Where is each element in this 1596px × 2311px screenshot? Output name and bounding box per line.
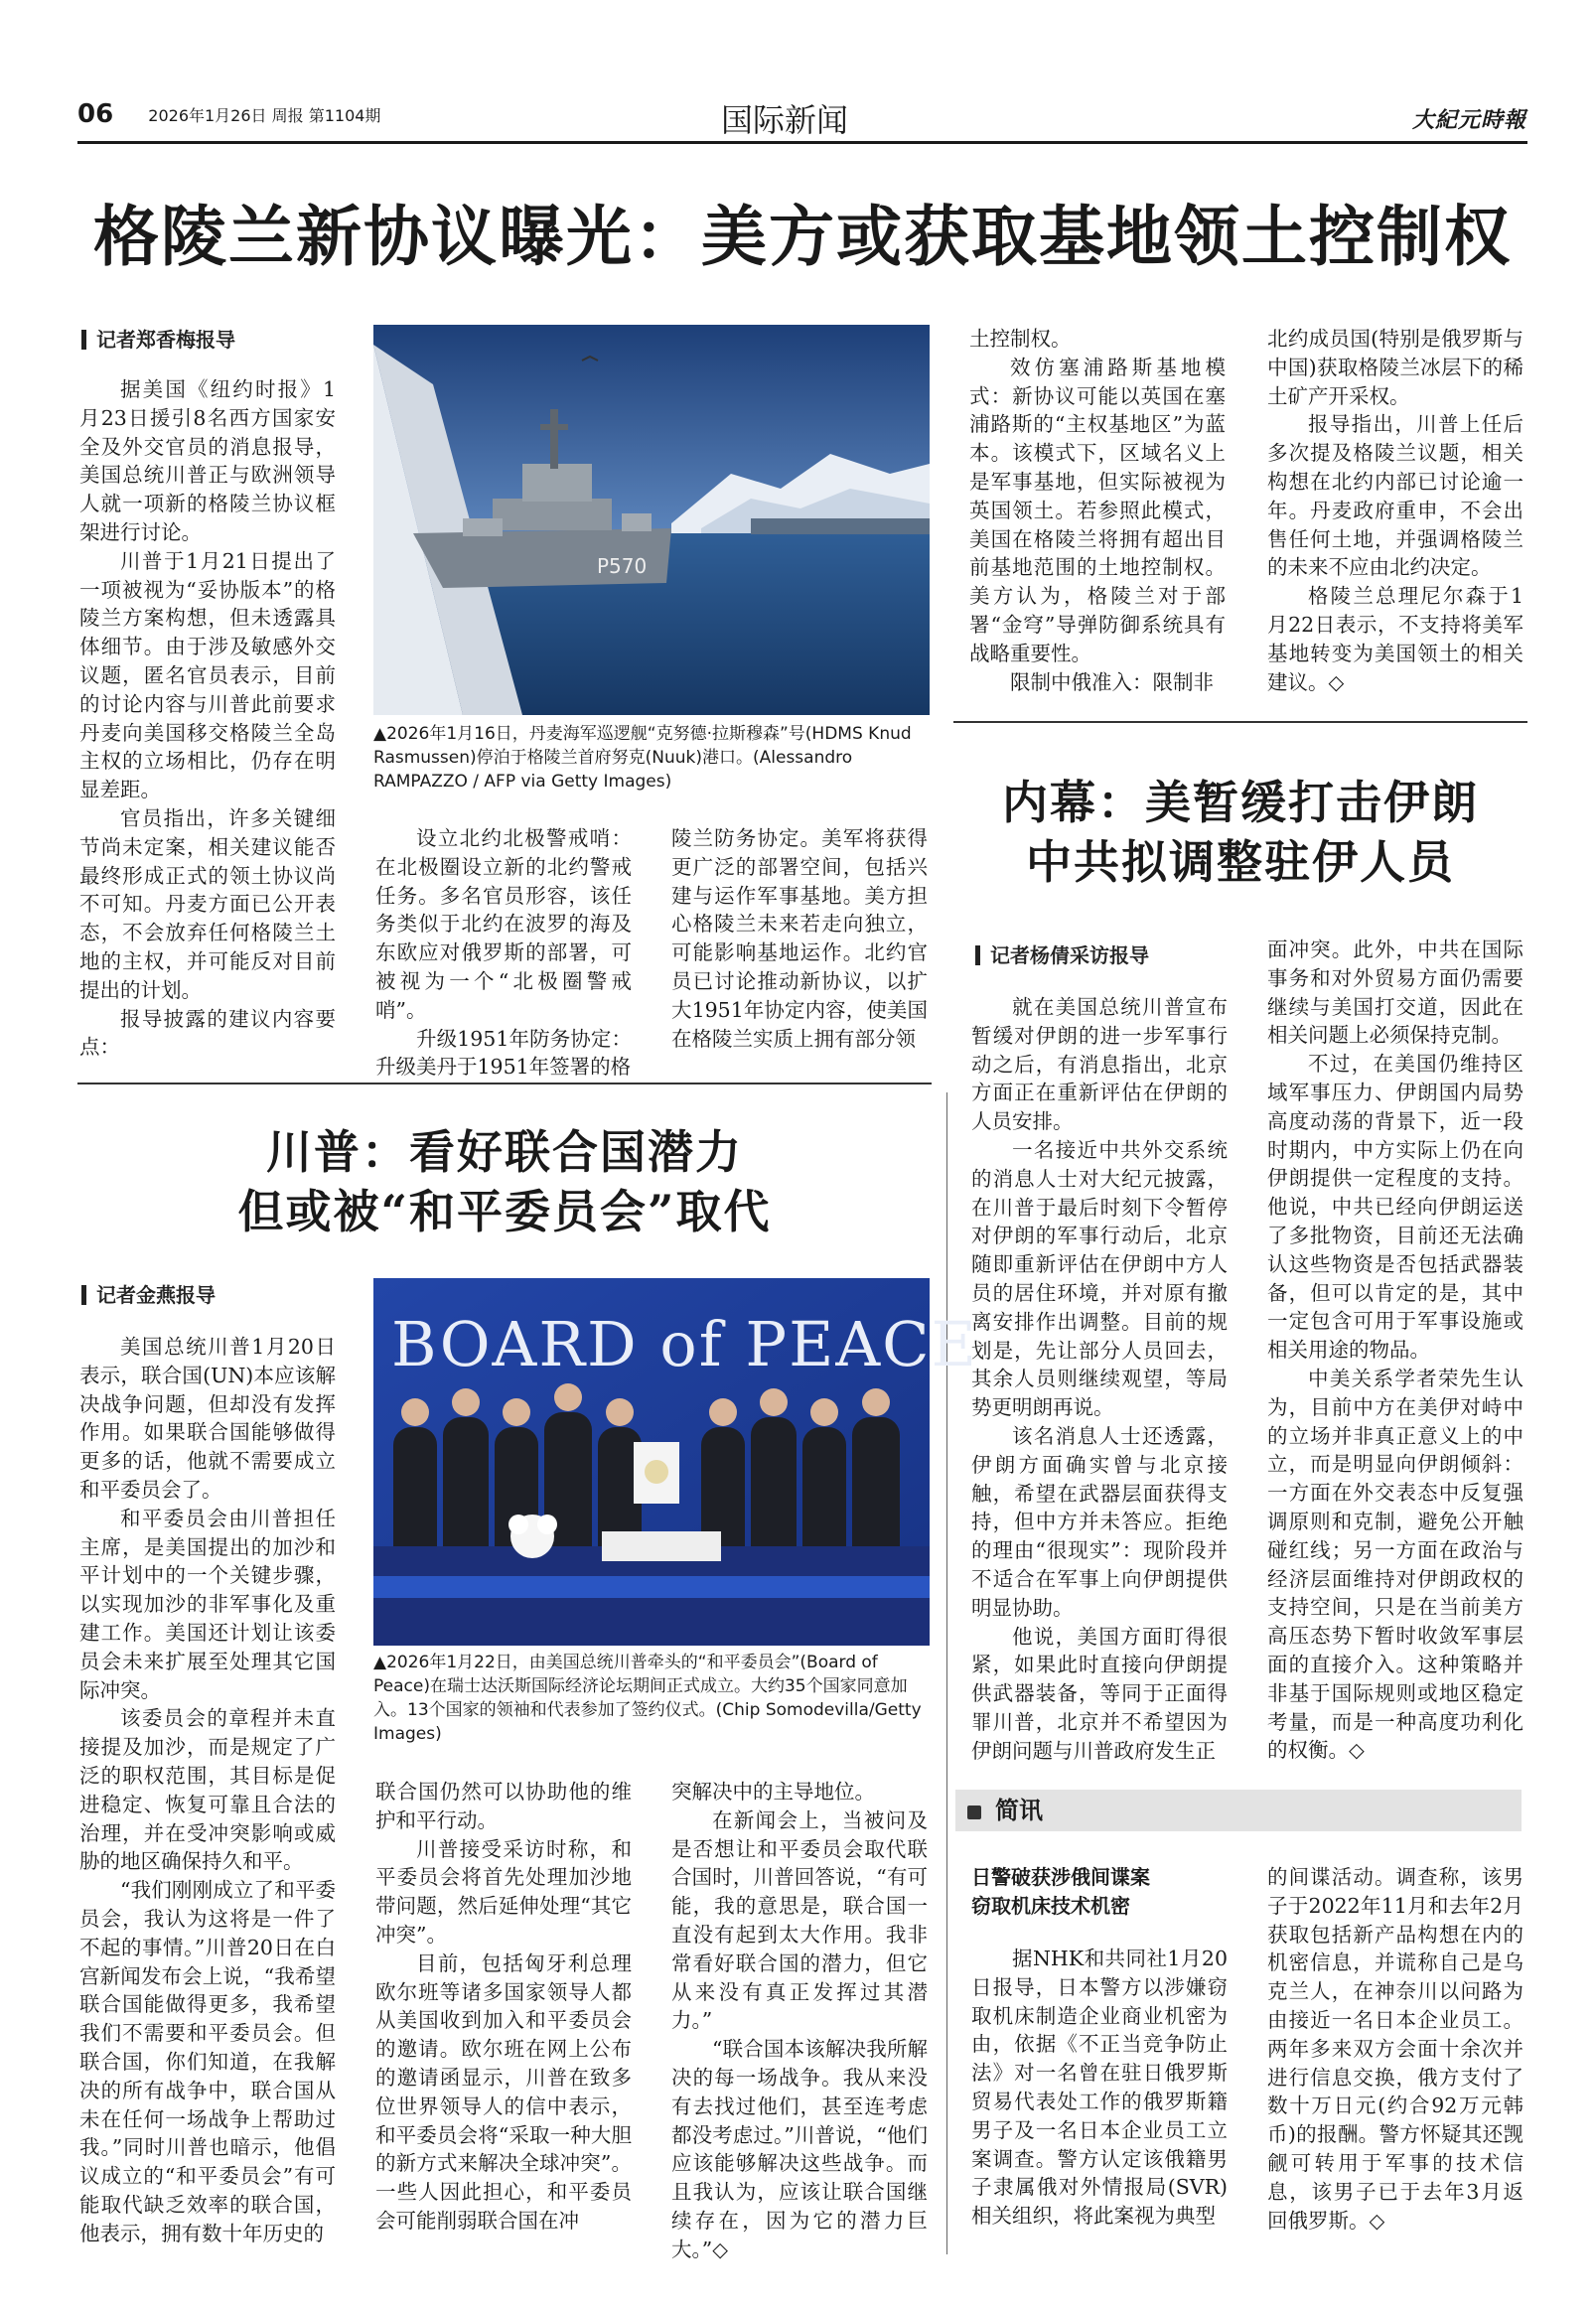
paragraph: 土控制权。 — [969, 327, 1072, 351]
board-of-peace-caption: ▲2026年1月22日，由美国总统川普牵头的“和平委员会”(Board of Peace)在瑞士达沃斯国际经济论坛期间正式成立。大约35个国家同意加入。13个国家的领袖和代表参加了签约仪式。(Chip Somodevilla/Getty Images) — [373, 1653, 922, 1744]
un-byline — [81, 1279, 216, 1308]
board-of-peace-photo — [373, 1278, 978, 1646]
brief-title-line2: 窃取机床技术机密 — [971, 1894, 1130, 1918]
paragraph: 格陵兰总理尼尔森于1月22日表示，不支持将美军基地转变为美国领土的相关建议。◇ — [1267, 584, 1523, 694]
iran-headline-line2: 中共拟调整驻伊人员 — [1026, 835, 1455, 889]
paragraph: 北约成员国(特别是俄罗斯与中国)获取格陵兰冰层下的稀土矿产开采权。 — [1267, 327, 1523, 408]
un-headline-line1: 川普：看好联合国潜力 — [266, 1125, 743, 1179]
paragraph: 美国总统川普1月20日表示，联合国(UN)本应该解决战争问题，但却没有发挥作用。如果联合国能够做得更多的话，他就不需要成立和平委员会了。 — [79, 1335, 336, 1502]
greenland-column-1 — [79, 375, 336, 1060]
signing-ceremony-illustration — [373, 1278, 978, 1646]
page-number: 06 — [77, 99, 114, 129]
paragraph: 报导指出，川普上任后多次提及格陵兰议题，相关构想在北约内部已讨论逾一年。丹麦政府重申，不会出售任何土地，并强调格陵兰的未来不应由北约决定。 — [1267, 412, 1523, 580]
board-of-peace-banner: BOARD of PEACE — [391, 1308, 978, 1380]
byline-bar — [81, 1285, 86, 1305]
paragraph: 川普于1月21日提出了一项被视为“妥协版本”的格陵兰方案构想，但未透露具体细节。由于涉及敏感外交议题，匿名官员表示，目前的讨论内容与川普此前要求丹麦向美国移交格陵兰全岛主权的立场相比，仍存在明显差距。 — [79, 548, 336, 802]
masthead-logo: 大紀元時報 — [1411, 107, 1526, 133]
greenland-ship-photo — [373, 325, 930, 715]
paragraph: 据NHK和共同社1月20日报导，日本警方以涉嫌窃取机床制造企业商业机密为由，依据《不正当竞争防止法》对一名曾在驻日俄罗斯贸易代表处工作的俄罗斯籍男子及一名日本企业员工立案调查。警方认定该俄籍男子隶属俄对外情报局(SVR)相关组织，将此案视为典型 — [971, 1947, 1228, 2229]
greenland-headline: 格陵兰新协议曝光：美方或获取基地领土控制权 — [93, 198, 1512, 275]
paragraph: 就在美国总统川普宣布暂缓对伊朗的进一步军事行动之后，有消息指出，北京方面正在重新评估在伊朗的人员安排。 — [971, 995, 1228, 1134]
paragraph: 联合国仍然可以协助他的维护和平行动。 — [375, 1780, 632, 1832]
briefs-tag-label: 简讯 — [995, 1797, 1043, 1824]
iran-headline-line1: 内幕：美暂缓打击伊朗 — [1002, 776, 1479, 829]
greenland-column-5 — [1267, 325, 1523, 698]
brief-title-line1: 日警破获涉俄间谍案 — [971, 1865, 1150, 1889]
ship-hull-number: P570 — [597, 554, 648, 578]
paragraph: 陵兰防务协定。美军将获得更广泛的部署空间，包括兴建与运作军事基地。美方担心格陵兰未来若走向独立，可能影响基地运作。北约官员已讨论推动新协议，以扩大1951年协定内容，使美国在格陵兰实质上拥有部分领 — [671, 826, 928, 1051]
greenland-photo-caption: ▲2026年1月16日，丹麦海军巡逻舰“克努德·拉斯穆森”号(HDMS Knud Rasmussen)停泊于格陵兰首府努克(Nuuk)港口。(Alessandro RAMPAZZO / AFP via Getty Images) — [373, 724, 912, 792]
brief-column-2 — [1267, 1863, 1523, 2248]
greenland-column-4 — [969, 325, 1226, 698]
paragraph: 官员指出，许多关键细节尚未定案，相关建议能否最终形成正式的领土协议尚不可知。丹麦方面已公开表态，不会放弃任何格陵兰土地的主权，并可能反对目前提出的计划。 — [79, 805, 336, 1002]
paragraph: 该委员会的章程并未直接提及加沙，而是规定了广泛的职权范围，其目标是促进稳定、恢复可靠且合法的治理，并在受冲突影响或威胁的地区确保持久和平。 — [79, 1706, 336, 1874]
paragraph: 目前，包括匈牙利总理欧尔班等诸多国家领导人都从美国收到加入和平委员会的邀请。欧尔班在网上公布的邀请函显示，川普在致多位世界领导人的信中表示，和平委员会将“采取一种大胆的新方式来解决全球冲突”。一些人因此担心，和平委员会可能削弱联合国在冲 — [375, 1950, 632, 2233]
issue-dateline: 2026年1月26日 周报 第1104期 — [148, 105, 381, 125]
header-rule — [77, 141, 1527, 144]
briefs-section-tag — [955, 1790, 1522, 1831]
section-title: 国际新闻 — [720, 101, 848, 139]
paragraph: 川普接受采访时称，和平委员会将首先处理加沙地带问题，然后延伸处理“其它冲突”。 — [375, 1836, 632, 1947]
paragraph: 和平委员会由川普担任主席，是美国提出的加沙和平计划中的一个关键步骤，以实现加沙的非军事化及重建工作。美国还计划让该委员会未来扩展至处理其它国际冲突。 — [79, 1506, 336, 1702]
column-divider — [946, 1092, 947, 2254]
un-column-1 — [79, 1333, 336, 2248]
paragraph: 一名接近中共外交系统的消息人士对大纪元披露，在川普于最后时刻下令暂停对伊朗的军事行动后，北京随即重新评估在伊朗中方人员的居住环境，并对原有撤离安排作出调整。目前的规划是，先让部分人员回去，其余人员则继续观望，等局势更明朗再说。 — [971, 1137, 1228, 1420]
un-headline — [77, 1122, 932, 1241]
iran-column-1 — [971, 993, 1228, 1766]
greenland-column-3 — [671, 824, 928, 1056]
paragraph: 限制中俄准入：限制非 — [1010, 669, 1214, 694]
paragraph: 效仿塞浦路斯基地模式：新协议可能以英国在塞浦路斯的“主权基地区”为蓝本。该模式下，区域名义上是军事基地，但实际被视为英国领土。若参照此模式，美国在格陵兰将拥有超出目前基地范围的土地控制权。美方认为，格陵兰对于部署“金穹”导弹防御系统具有战略重要性。 — [969, 355, 1226, 665]
paragraph: “我们刚刚成立了和平委员会，我认为这将是一件了不起的事情。”川普20日在白宫新闻发布会上说，“我希望联合国能做得更多，我希望我们不需要和平委员会。但联合国，你们知道，在我解决的所有战争中，联合国从未在任何一场战争上帮助过我。”同时川普也暗示，他倡议成立的“和平委员会”有可能取代缺乏效率的联合国，他表示，拥有数十年历史的 — [79, 1878, 336, 2245]
iran-byline-text: 记者杨倩采访报导 — [990, 943, 1149, 967]
iran-byline — [975, 939, 1149, 968]
divider-story2-top — [953, 721, 1527, 723]
paragraph: 不过，在美国仍维持区域军事压力、伊朗国内局势高度动荡的背景下，近一段时期内，中方实际上仍在向伊朗提供一定程度的支持。他说，中共已经向伊朗运送了多批物资，目前还无法确认这些物资是否包括武器装备，但可以肯定的是，其中一定包含可用于军事设施或相关用途的物品。 — [1267, 1052, 1523, 1363]
page-header-left — [77, 99, 380, 129]
iran-column-2 — [1267, 936, 1523, 1766]
iran-headline — [953, 773, 1527, 892]
paragraph: “联合国本该解决我所解决的每一场战争。我从来没有去找过他们，甚至连考虑都没考虑过。”川普说，“他们应该能够解决这些战争。而且我认为，应该让联合国继续存在，因为它的潜力巨大。”◇ — [671, 2037, 928, 2261]
byline-bar — [81, 330, 86, 350]
greenland-byline — [81, 324, 235, 353]
brief-item-title — [971, 1863, 1230, 1921]
paragraph: 突解决中的主导地位。 — [671, 1780, 875, 1804]
paragraph: 中美关系学者荣先生认为，目前中方在美伊对峙中的立场并非真正意义上的中立，而是明显向伊朗倾斜：一方面在外交表态中反复强调原则和克制，避免公开触碰红线；另一方面在政治与经济层面维持对伊朗政权的支持空间，只是在当前美方高压态势下暂时收敛军事层面的直接介入。这种策略并非基于国际规则或地区稳定考量，而是一种高度功利化的权衡。◇ — [1267, 1366, 1523, 1763]
paragraph: 报导披露的建议内容要点： — [79, 1006, 336, 1060]
divider-story3-top — [77, 1083, 932, 1084]
square-bullet-icon — [967, 1805, 981, 1819]
ship-illustration — [373, 325, 930, 715]
greenland-column-2 — [375, 824, 632, 1080]
paragraph: 设立北约北极警戒哨：在北极圈设立新的北约警戒任务。多名官员形容，该任务类似于北约在波罗的海及东欧应对俄罗斯的部署，可被视为一个“北极圈警戒哨”。 — [375, 826, 632, 1022]
paragraph: 他说，美国方面盯得很紧，如果此时直接向伊朗提供武器装备，等同于正面得罪川普，北京并不希望因为伊朗问题与川普政府发生正 — [971, 1624, 1228, 1763]
paragraph: 在新闻会上，当被问及是否想让和平委员会取代联合国时，川普回答说，“有可能，我的意思是，联合国一直没有起到太大作用。我非常看好联合国的潜力，但它从来没有真正发挥过其潜力。” — [671, 1807, 928, 2033]
paragraph: 面冲突。此外，中共在国际事务和对外贸易方面仍需要继续与美国打交道，因此在相关问题上必须保持克制。 — [1267, 938, 1523, 1048]
un-byline-text: 记者金燕报导 — [96, 1283, 216, 1307]
byline-bar — [975, 945, 980, 965]
greenland-byline-text: 记者郑香梅报导 — [96, 328, 235, 352]
paragraph: 升级1951年防务协定：升级美丹于1951年签署的格 — [375, 1026, 632, 1080]
paragraph: 该名消息人士还透露，伊朗方面确实曾与北京接触，希望在武器层面获得支持，但中方并未答应。拒绝的理由“很现实”：现阶段并不适合在军事上向伊朗提供明显协助。 — [971, 1423, 1228, 1620]
paragraph: 的间谍活动。调查称，该男子于2022年11月和去年2月获取包括新产品构想在内的机密信息，并谎称自己是乌克兰人，在神奈川以问路为由接近一名日本企业员工。两年多来双方会面十余次并进行信息交换，俄方支付了数十万日元(约合92万元韩币)的报酬。警方怀疑其还觊觎可转用于军事的技术信息，该男子已于去年3月返回俄罗斯。◇ — [1267, 1865, 1523, 2233]
paragraph: 据美国《纽约时报》1月23日援引8名西方国家安全及外交官员的消息报导，美国总统川普正与欧洲领导人就一项新的格陵兰协议框架进行讨论。 — [79, 377, 336, 544]
un-column-2 — [375, 1778, 632, 2248]
un-headline-line2: 但或被“和平委员会”取代 — [237, 1185, 772, 1238]
un-column-3 — [671, 1778, 928, 2261]
brief-column-1 — [971, 1945, 1228, 2248]
